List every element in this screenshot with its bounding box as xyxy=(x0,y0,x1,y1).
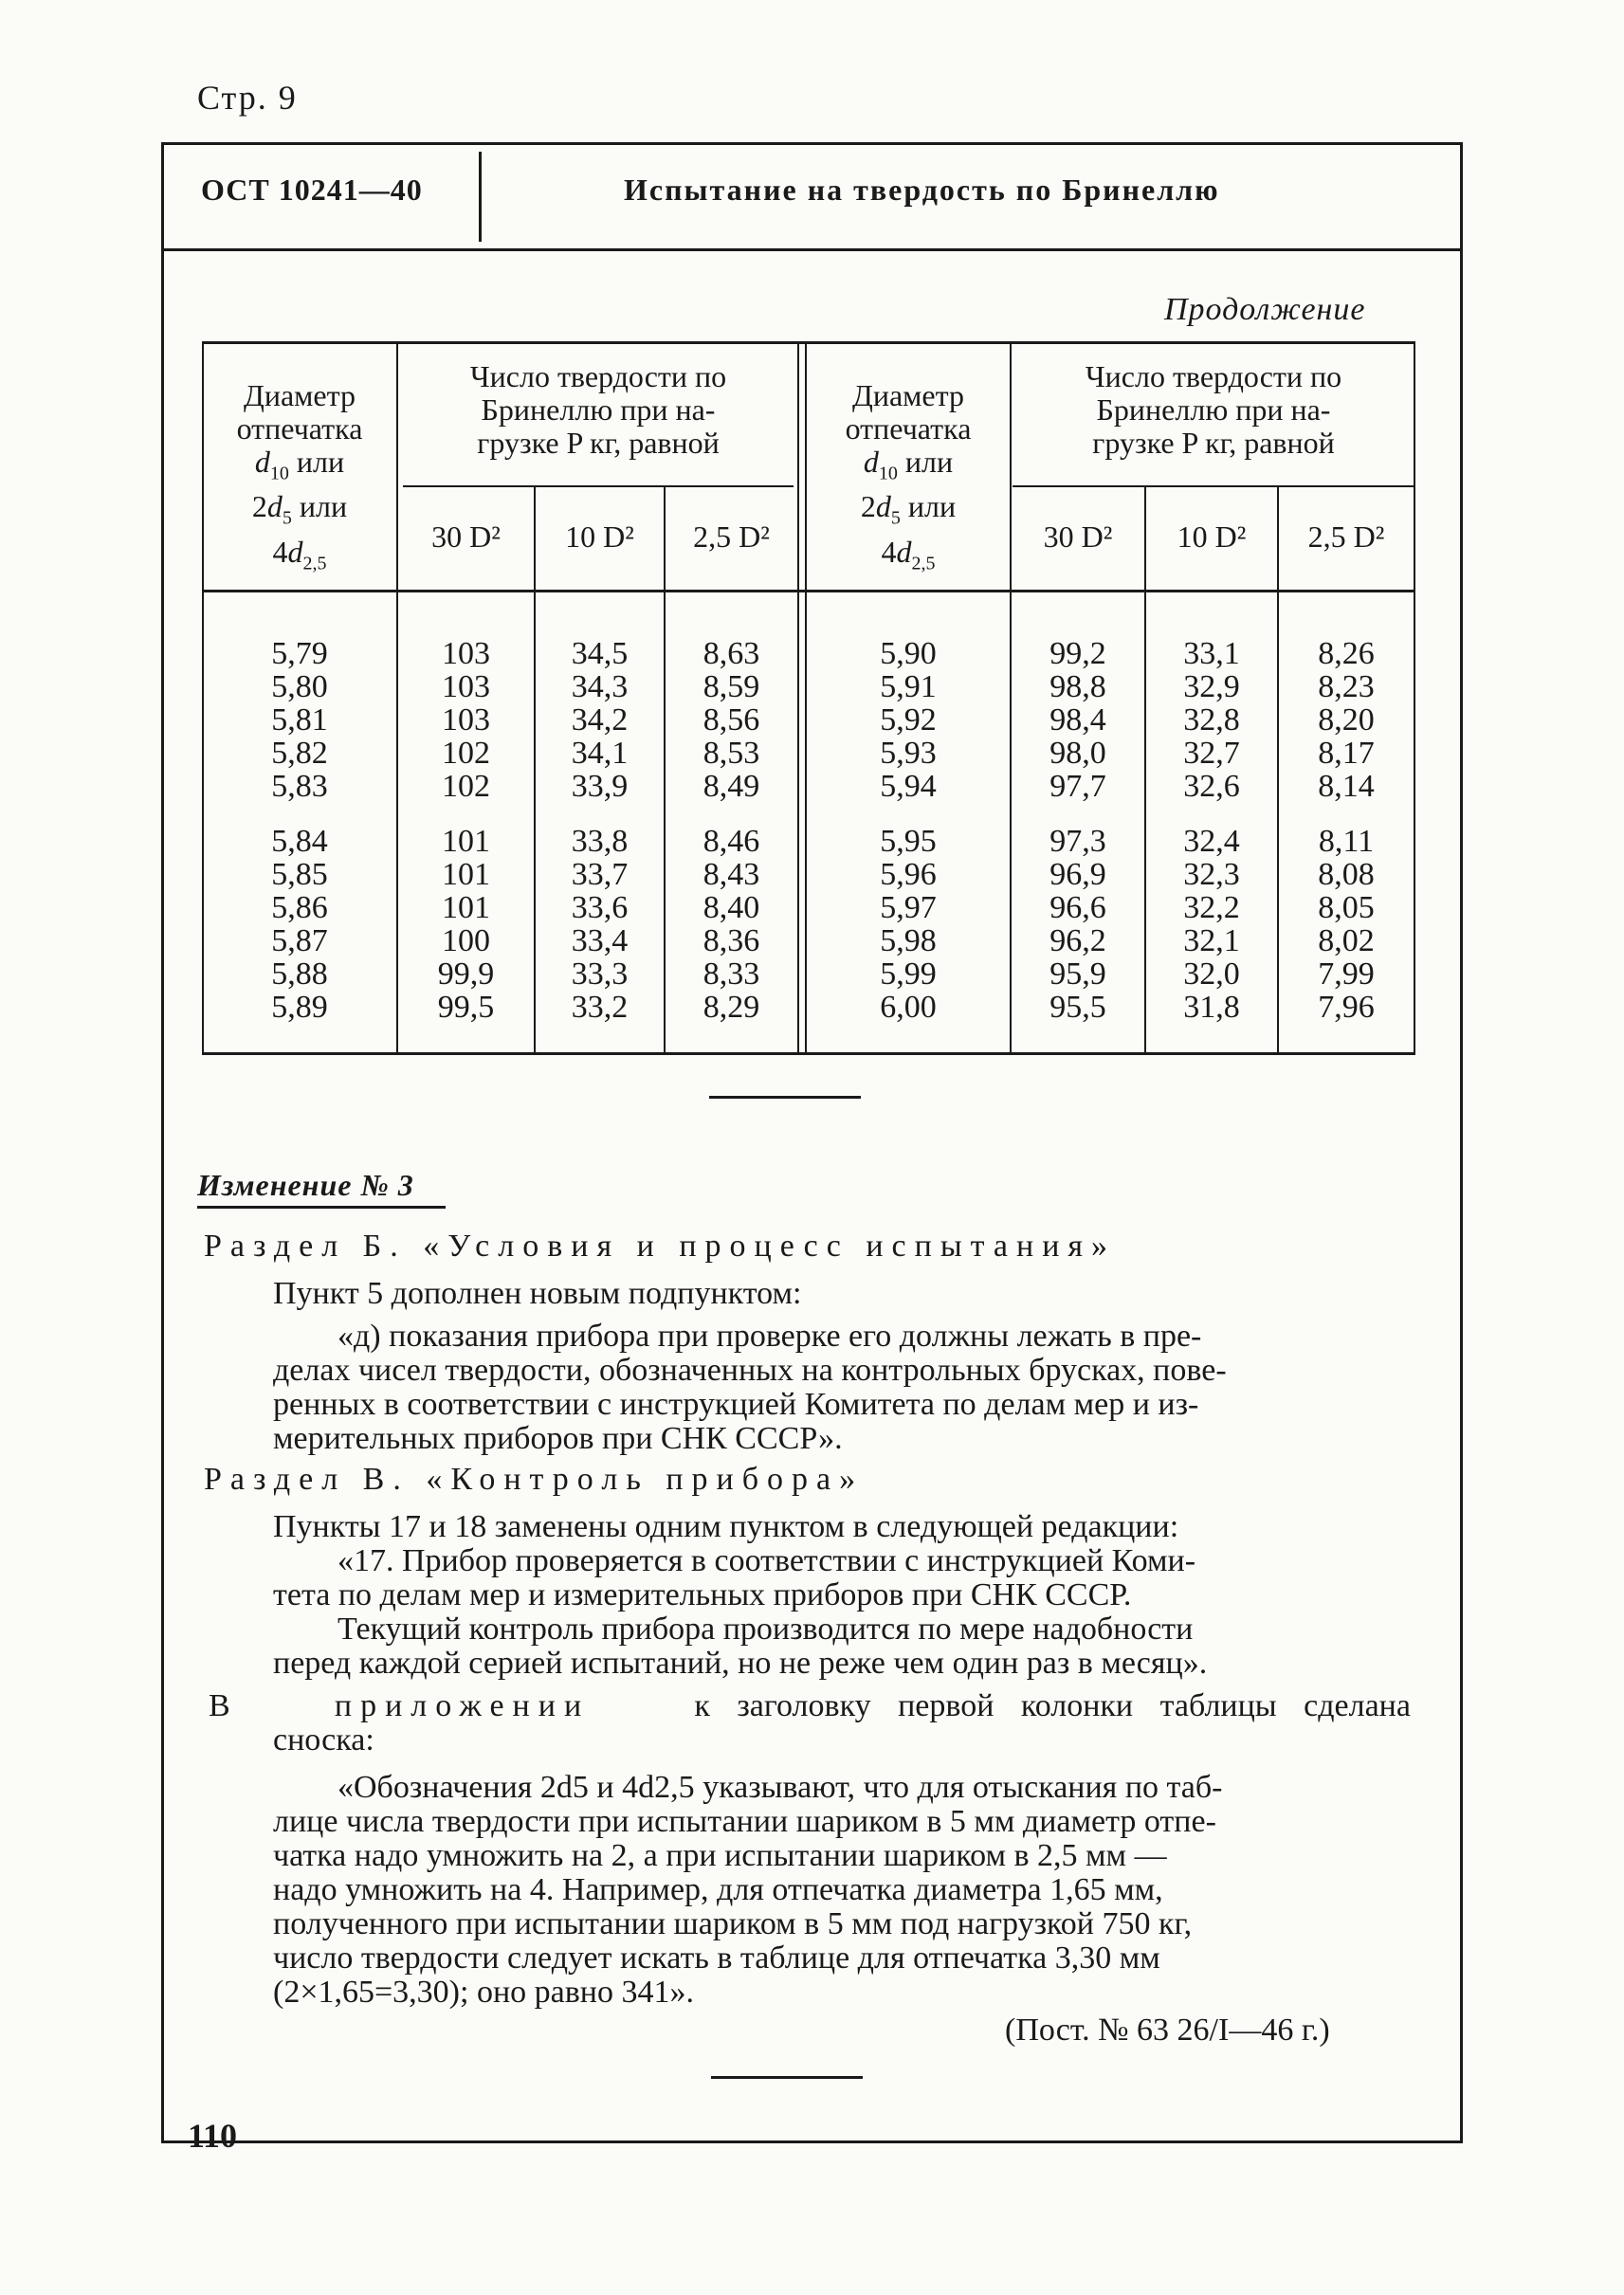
table-cell: 102 xyxy=(442,736,490,771)
table-cell: 8,05 xyxy=(1318,890,1375,925)
table-cell: 34,3 xyxy=(571,669,629,704)
table-cell: 103 xyxy=(442,636,490,671)
table-cell: 5,85 xyxy=(271,857,328,892)
table-cell: 33,7 xyxy=(571,857,629,892)
table-cell: 98,0 xyxy=(1049,736,1106,771)
table-cell: 33,3 xyxy=(571,956,629,992)
standard-title: Испытание на твердость по Бринеллю xyxy=(624,173,1220,207)
page-label: Стр. 9 xyxy=(197,79,298,117)
table-cell: 99,2 xyxy=(1049,636,1106,671)
subheader-10d2-right: 10 D² xyxy=(1177,519,1247,554)
table-cell: 5,94 xyxy=(880,769,937,804)
table-cell: 97,7 xyxy=(1049,769,1106,804)
table-column-right-h10-group-2 xyxy=(1146,825,1277,1024)
frame-top-border xyxy=(161,142,1463,145)
table-column-right-h25-group-2 xyxy=(1279,825,1414,1024)
table-cell: 33,4 xyxy=(571,923,629,958)
table-cell: 8,20 xyxy=(1318,702,1375,738)
col-header-diameter-left: Диаметр отпечатка $d_{10}$ или $2d_5$ или $4d_{2,5}$ xyxy=(236,378,363,574)
table-cell: 8,53 xyxy=(703,736,760,771)
table-cell: 5,87 xyxy=(271,923,328,958)
table-cell: 31,8 xyxy=(1183,990,1240,1025)
table-cell: 8,40 xyxy=(703,890,760,925)
table-cell: 33,6 xyxy=(571,890,629,925)
header-divider xyxy=(161,248,1463,251)
table-cell: 5,81 xyxy=(271,702,328,738)
table-cell: 5,79 xyxy=(271,636,328,671)
table-cell: 33,9 xyxy=(571,769,629,804)
table-cell: 99,5 xyxy=(437,990,495,1025)
table-cell: 33,1 xyxy=(1183,636,1240,671)
table-cell: 8,33 xyxy=(703,956,760,992)
table-cell: 5,90 xyxy=(880,636,937,671)
table-cell: 8,23 xyxy=(1318,669,1375,704)
table-cell: 5,97 xyxy=(880,890,937,925)
section-separator-top xyxy=(709,1096,861,1099)
table-cell: 5,83 xyxy=(271,769,328,804)
table-cell: 101 xyxy=(442,890,490,925)
table-cell: 33,8 xyxy=(571,824,629,859)
table-cell: 96,9 xyxy=(1049,857,1106,892)
table-cell: 5,88 xyxy=(271,956,328,992)
table-cell: 8,26 xyxy=(1318,636,1375,671)
section-b-paragraph-1: Пункт 5 дополнен новым подпунктом: xyxy=(273,1276,802,1311)
table-cell: 8,36 xyxy=(703,923,760,958)
table-cell: 8,02 xyxy=(1318,923,1375,958)
section-v-paragraph-2: «17. Прибор проверяется в соответствии с инструкцией Коми- тета по делам мер и измерительных приборов при СНК СССР. Текущий контроль прибора производится по мере надобности перед каждой серией испытаний, но не реже чем один раз в месяц». xyxy=(273,1543,1208,1681)
table-cell: 32,6 xyxy=(1183,769,1240,804)
table-cell: 6,00 xyxy=(880,990,937,1025)
table-column-right-h30-group-2 xyxy=(1012,825,1144,1024)
table-cell: 8,59 xyxy=(703,669,760,704)
table-cell: 34,5 xyxy=(571,636,629,671)
section-v-paragraph-1: Пункты 17 и 18 заменены одним пунктом в следующей редакции: xyxy=(273,1509,1179,1544)
table-column-left-d-group-2 xyxy=(207,825,392,1024)
table-bottom-rule xyxy=(202,1052,1415,1055)
table-column-left-d-group-1 xyxy=(207,637,392,803)
table-column-left-h10-group-1 xyxy=(536,637,664,803)
table-cell: 5,91 xyxy=(880,669,937,704)
table-cell: 5,80 xyxy=(271,669,328,704)
table-cell: 101 xyxy=(442,857,490,892)
table-column-right-d-group-2 xyxy=(809,825,1008,1024)
table-column-right-h30-group-1 xyxy=(1012,637,1144,803)
table-column-left-h30-group-1 xyxy=(398,637,534,803)
table-cell: 98,4 xyxy=(1049,702,1106,738)
standard-code: ОСТ 10241—40 xyxy=(201,173,423,207)
table-cell: 32,3 xyxy=(1183,857,1240,892)
table-cell: 32,8 xyxy=(1183,702,1240,738)
subheader-10d2-left: 10 D² xyxy=(565,519,634,554)
change-title: Изменение № 3 xyxy=(197,1168,414,1202)
table-cell: 8,08 xyxy=(1318,857,1375,892)
table-cell: 102 xyxy=(442,769,490,804)
table-cell: 7,99 xyxy=(1318,956,1375,992)
col-header-diameter-right: Диаметр отпечатка $d_{10}$ или $2d_5$ или $4d_{2,5}$ xyxy=(845,378,972,574)
table-cell: 33,2 xyxy=(571,990,629,1025)
table-cell: 8,11 xyxy=(1318,824,1375,859)
section-v-heading: Раздел В. «Контроль прибора» xyxy=(204,1462,865,1497)
subheader-30d2-right: 30 D² xyxy=(1043,519,1113,554)
table-cell: 95,5 xyxy=(1049,990,1106,1025)
table-cell: 5,95 xyxy=(880,824,937,859)
table-cell: 8,43 xyxy=(703,857,760,892)
table-header-bottom-rule xyxy=(202,590,1415,592)
table-cell: 5,84 xyxy=(271,824,328,859)
frame-left-border xyxy=(161,142,164,2142)
page-number: 110 xyxy=(188,2117,238,2155)
table-cell: 100 xyxy=(442,923,490,958)
table-cell: 96,2 xyxy=(1049,923,1106,958)
frame-bottom-border xyxy=(161,2140,1463,2143)
table-cell: 101 xyxy=(442,824,490,859)
table-cell: 32,4 xyxy=(1183,824,1240,859)
col-header-hardness-left: Число твердости по Бринеллю при на- грузке P кг, равной xyxy=(469,359,727,460)
section-b-paragraph-2: «д) показания прибора при проверке его должны лежать в пре- делах чисел твердости, обозначенных на контрольных брусках, пове- ренных в соответствии с инструкцией Комитета по делам мер и из- мерительных приборов при СНК СССР». xyxy=(273,1319,1227,1456)
table-double-rule-a xyxy=(797,341,799,1054)
table-cell: 8,14 xyxy=(1318,769,1375,804)
table-cell: 96,6 xyxy=(1049,890,1106,925)
table-cell: 5,93 xyxy=(880,736,937,771)
decree-reference: (Пост. № 63 26/I—46 г.) xyxy=(1005,2013,1330,2048)
table-column-right-h10-group-1 xyxy=(1146,637,1277,803)
table-double-rule-b xyxy=(805,341,807,1054)
table-cell: 98,8 xyxy=(1049,669,1106,704)
table-column-left-h25-group-1 xyxy=(666,637,797,803)
subheader-30d2-left: 30 D² xyxy=(431,519,501,554)
table-cell: 103 xyxy=(442,669,490,704)
table-cell: 5,89 xyxy=(271,990,328,1025)
col-header-hardness-right: Число твердости по Бринеллю при на- грузке P кг, равной xyxy=(1085,359,1342,460)
table-subheader-rule-right xyxy=(1013,485,1414,487)
subheader-2-5d2-left: 2,5 D² xyxy=(693,519,770,554)
table-cell: 32,0 xyxy=(1183,956,1240,992)
table-cell: 5,82 xyxy=(271,736,328,771)
table-cell: 5,98 xyxy=(880,923,937,958)
table-cell: 5,96 xyxy=(880,857,937,892)
table-column-left-h25-group-2 xyxy=(666,825,797,1024)
table-column-left-h30-group-2 xyxy=(398,825,534,1024)
table-cell: 103 xyxy=(442,702,490,738)
table-top-rule xyxy=(202,341,1415,344)
table-left-border xyxy=(202,341,204,1054)
table-cell: 8,63 xyxy=(703,636,760,671)
table-cell: 7,96 xyxy=(1318,990,1375,1025)
table-cell: 32,1 xyxy=(1183,923,1240,958)
table-cell: 8,29 xyxy=(703,990,760,1025)
table-cell: 5,86 xyxy=(271,890,328,925)
table-cell: 34,2 xyxy=(571,702,629,738)
table-cell: 8,56 xyxy=(703,702,760,738)
header-vertical-divider xyxy=(479,152,482,242)
table-cell: 32,7 xyxy=(1183,736,1240,771)
subheader-2-5d2-right: 2,5 D² xyxy=(1307,519,1385,554)
table-cell: 32,2 xyxy=(1183,890,1240,925)
change-title-underline xyxy=(197,1206,446,1209)
frame-right-border xyxy=(1460,142,1463,2142)
appendix-paragraph: В приложении к заголовку первой колонки таблицы сделана сноска: xyxy=(209,1688,1411,1758)
table-cell: 5,92 xyxy=(880,702,937,738)
section-separator-bottom xyxy=(711,2076,863,2079)
table-column-left-h10-group-2 xyxy=(536,825,664,1024)
table-cell: 5,99 xyxy=(880,956,937,992)
table-cell: 95,9 xyxy=(1049,956,1106,992)
table-cell: 97,3 xyxy=(1049,824,1106,859)
footnote-quote: «Обозначения 2d5 и 4d2,5 указывают, что для отыскания по таб- лице числа твердости при испытании шариком в 5 мм диаметр отпе- чатка надо умножить на 2, а при испытании шариком в 2,5 мм — надо умножить на 4. Например, для отпечатка диаметра 1,65 мм, полученного при испытании шариком в 5 мм под нагрузкой 750 кг, число твердости следует искать в таблице для отпечатка 3,30 мм (2×1,65=3,30); оно равно 341». xyxy=(273,1770,1223,2010)
table-cell: 99,9 xyxy=(437,956,495,992)
table-column-right-h25-group-1 xyxy=(1279,637,1414,803)
section-b-heading: Раздел Б. «Условия и процесс испытания» xyxy=(204,1229,1117,1264)
continuation-label: Продолжение xyxy=(1164,292,1366,327)
table-subheader-rule-left xyxy=(403,485,794,487)
table-cell: 8,49 xyxy=(703,769,760,804)
table-cell: 8,46 xyxy=(703,824,760,859)
table-cell: 32,9 xyxy=(1183,669,1240,704)
table-column-right-d-group-1 xyxy=(809,637,1008,803)
table-cell: 8,17 xyxy=(1318,736,1375,771)
table-cell: 34,1 xyxy=(571,736,629,771)
